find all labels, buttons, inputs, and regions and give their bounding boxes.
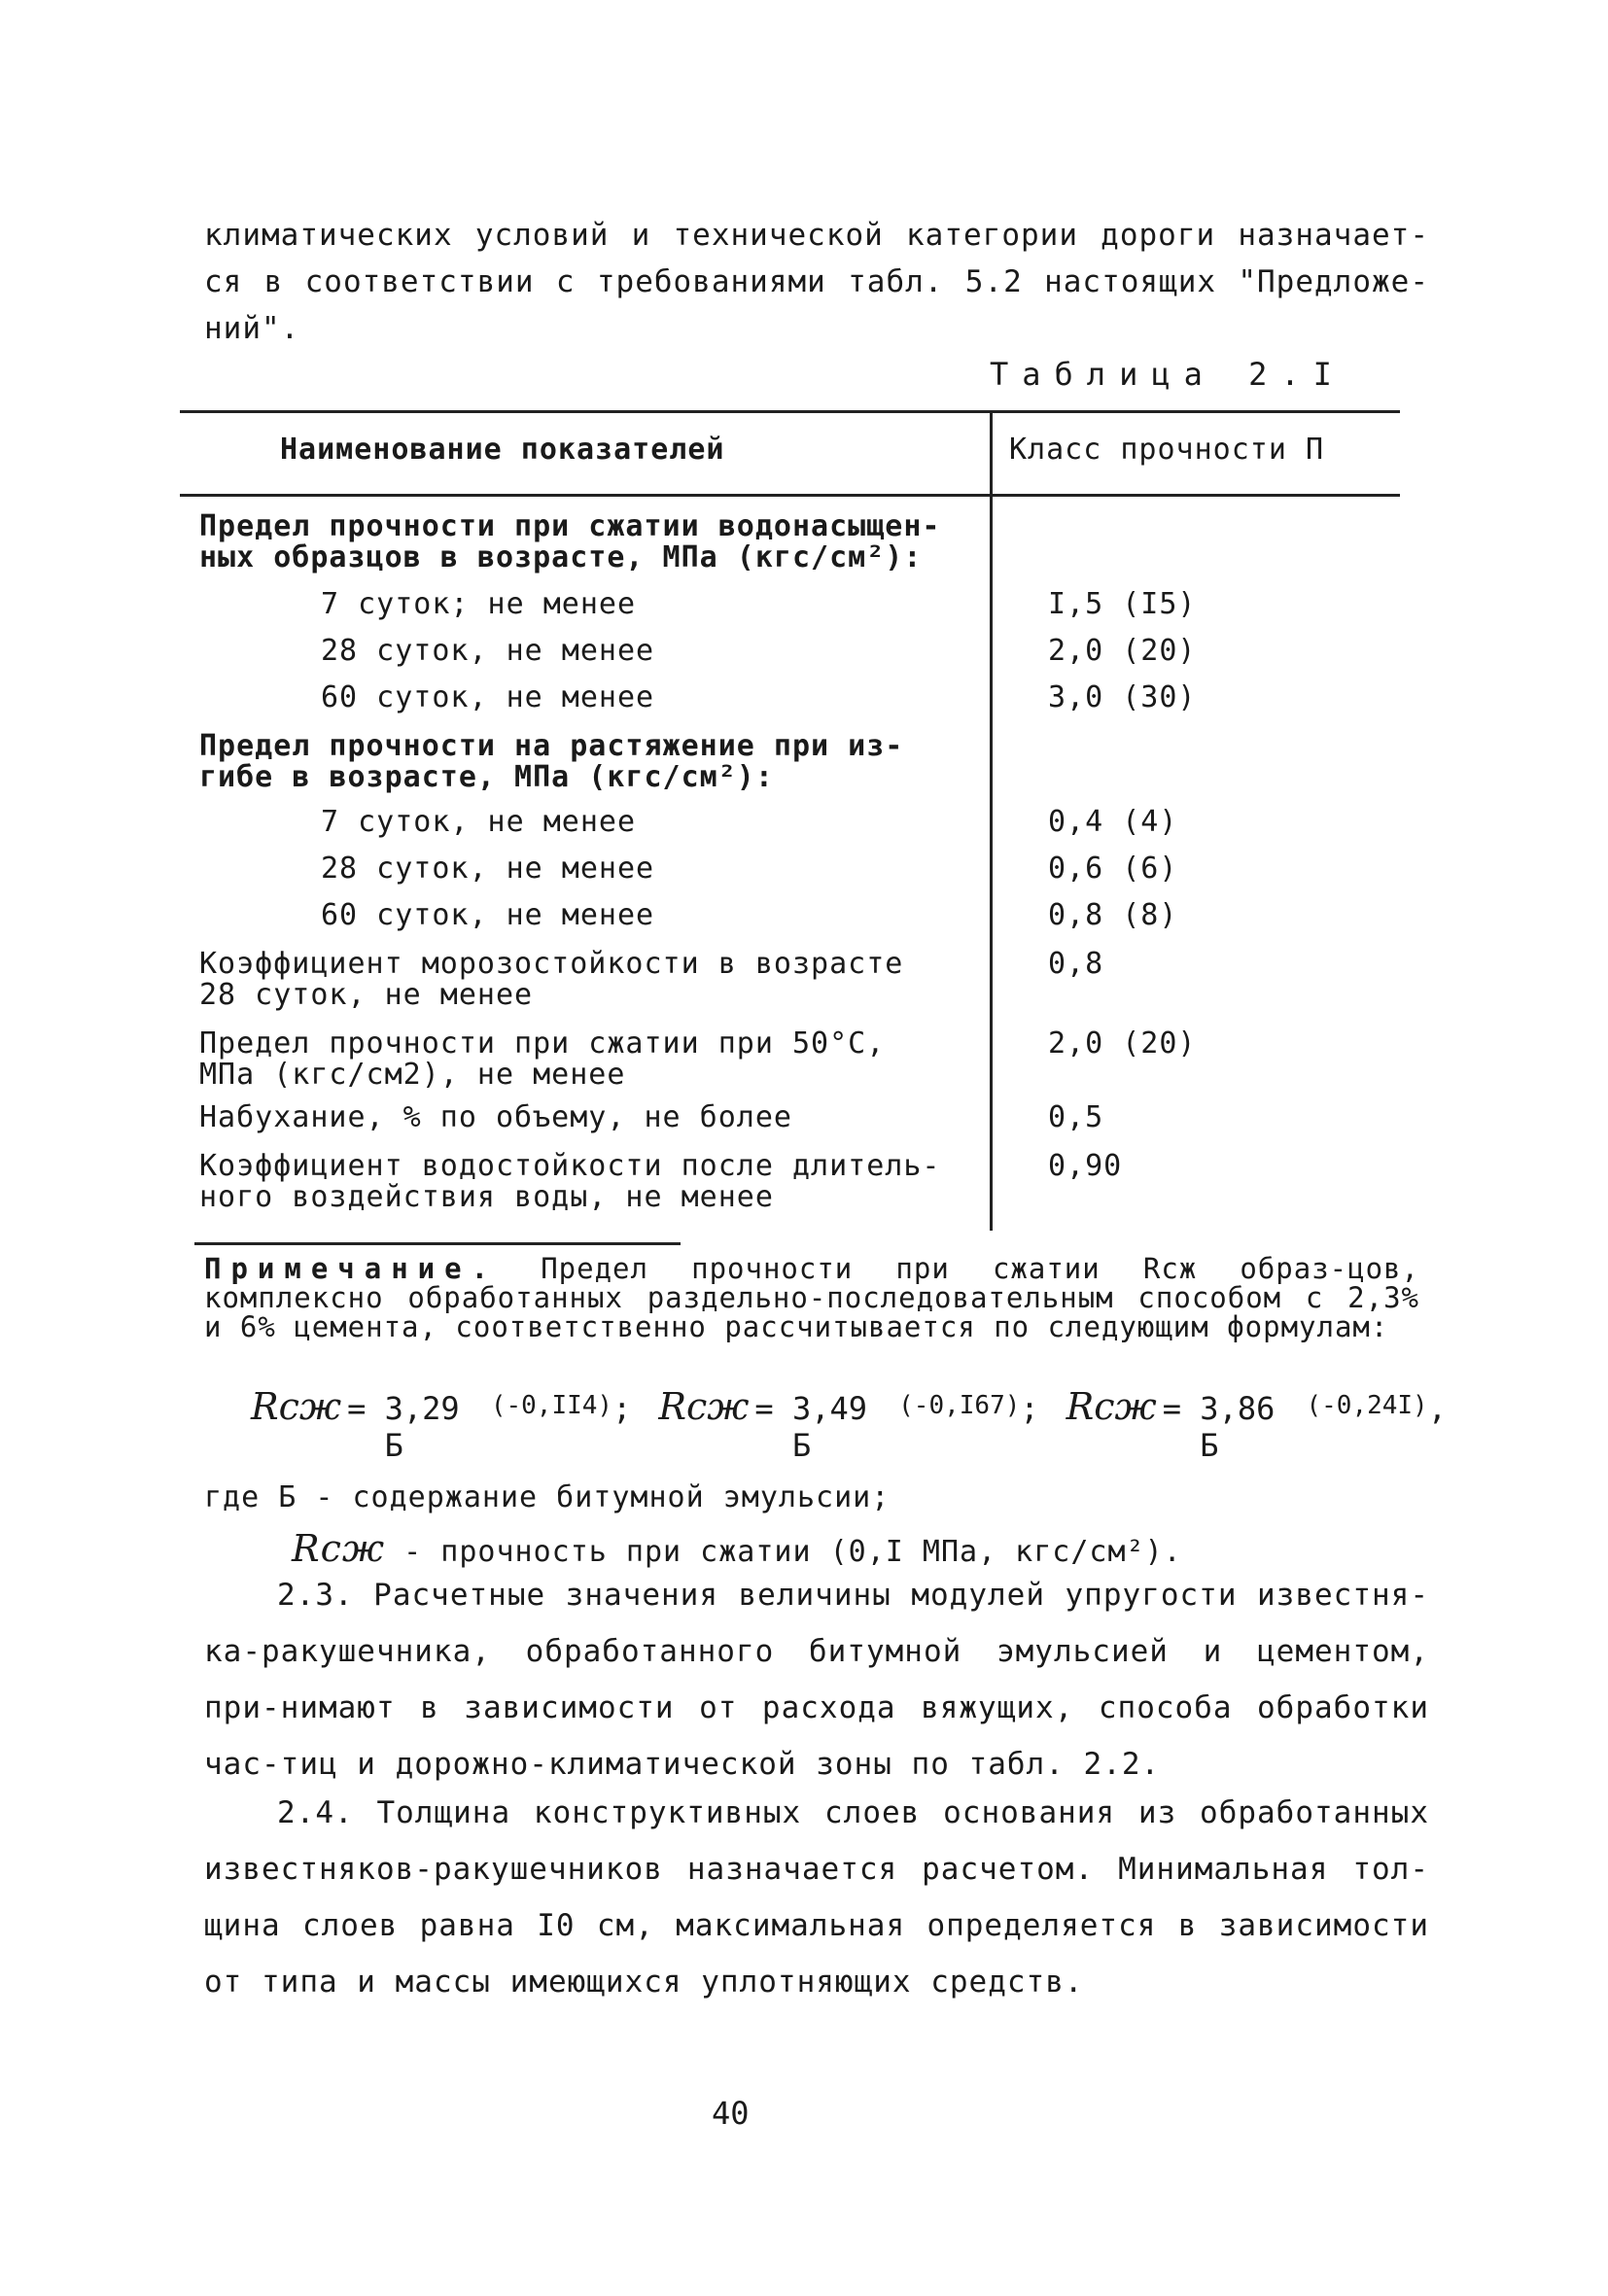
table-top-rule <box>180 410 1400 413</box>
table-bottom-rule <box>194 1242 681 1245</box>
formula-symbol: Rсж <box>658 1385 750 1428</box>
table-row-value: 0,4 (4) <box>1048 805 1178 839</box>
definition-b: где Б - содержание битумной эмульсии; <box>204 1480 891 1514</box>
table-group2-label: Предел прочности на растяжение при из- гибе в возрасте, МПа (кгс/см²): <box>199 729 904 794</box>
table-row-label: 60 суток, не менее <box>321 680 655 714</box>
table-row-value: 0,8 (8) <box>1048 898 1178 932</box>
formula-definitions <box>204 1473 1419 1578</box>
formula-1: Rсж = 3,29 Б $^{(-0,II4)}$ ; <box>251 1385 632 1464</box>
table-row-label: 60 суток, не менее <box>321 898 655 932</box>
table-note <box>204 1254 1419 1341</box>
formula-symbol: Rсж <box>1066 1385 1157 1428</box>
formula-2-base: 3,49 Б <box>791 1390 868 1464</box>
formula-symbol: Rсж <box>251 1385 342 1428</box>
table-group1-label: Предел прочности при сжатии водонасыщен- ных образцов в возрасте, МПа (кгс/см²): <box>199 509 941 574</box>
formula-2: Rсж = 3,49 Б $^{(-0,I67)}$ ; <box>658 1385 1039 1464</box>
table-row-value: 0,6 (6) <box>1048 852 1178 886</box>
table-column-divider <box>990 412 993 1231</box>
table-frost-label: Коэффициент морозостойкости в возрасте 28 суток, не менее <box>199 947 904 1012</box>
table-row-value: 2,0 (20) <box>1048 634 1197 668</box>
table-header-rule <box>180 494 1400 497</box>
table-frost-value: 0,8 <box>1048 947 1104 981</box>
formula-2-exponent: (-0,I67) <box>898 1391 1021 1420</box>
note-heading: Примечание. <box>204 1252 499 1285</box>
page-number: 40 <box>712 2095 750 2132</box>
formula-line <box>251 1385 1447 1464</box>
note-text: Предел прочности при сжатии Rсж образ-цов, комплексно обработанных раздельно-последовательным способом с 2,3% и 6% цемента, соответственно рассчитывается по следующим формулам: <box>204 1252 1419 1343</box>
table-water-label: Коэффициент водостойкости после длитель- ного воздействия воды, не менее <box>199 1149 941 1214</box>
table-caption: Таблица 2.I <box>990 356 1346 393</box>
table-header-name: Наименование показателей <box>280 433 725 467</box>
table-swell-value: 0,5 <box>1048 1100 1104 1134</box>
section-2-4: 2.4. Толщина конструктивных слоев основания из обработанных известняков-ракушечников назначается расчетом. Минимальная тол-щина слоев равна I0 см, максимальная определяется в зависимости от типа и массы имеющихся уплотняющих средств. <box>204 1795 1429 2000</box>
table-row-value: I,5 (I5) <box>1048 587 1197 621</box>
formula-3-exponent: (-0,24I) <box>1306 1391 1428 1420</box>
formula-1-base: 3,29 Б <box>384 1390 460 1464</box>
table-row-label: 7 суток, не менее <box>321 805 637 839</box>
formula-1-exponent: (-0,II4) <box>490 1391 613 1420</box>
definition-r-text: - прочность при сжатии (0,I МПа, кгс/см²). <box>403 1535 1182 1569</box>
definition-symbol: Rсж <box>292 1527 386 1570</box>
section-2-3: 2.3. Расчетные значения величины модулей упругости известня-ка-ракушечника, обработанного битумной эмульсией и цементом, при-нимают в зависимости от расхода вяжущих, способа обработки час-тиц и дорожно-климатической зоны по табл. 2.2. <box>204 1578 1429 1782</box>
table-header-class: Класс прочности П <box>1009 433 1325 467</box>
table-row-label: 28 суток, не менее <box>321 634 655 668</box>
table-row-label: 7 суток; не менее <box>321 587 637 621</box>
table-swell-label: Набухание, % по объему, не более <box>199 1100 792 1134</box>
table-water-value: 0,90 <box>1048 1149 1123 1183</box>
formula-3-base: 3,86 Б <box>1200 1390 1276 1464</box>
formula-3: Rсж = 3,86 Б $^{(-0,24I)}$ , <box>1066 1385 1447 1464</box>
intro-paragraph: климатических условий и технической категории дороги назначает-ся в соответствии с требованиями табл. 5.2 настоящих "Предложе-ний". <box>204 218 1429 346</box>
table-row-value: 3,0 (30) <box>1048 680 1197 714</box>
table-hot-value: 2,0 (20) <box>1048 1026 1197 1061</box>
table-hot-label: Предел прочности при сжатии при 50°С, МПа (кгс/см2), не менее <box>199 1026 886 1092</box>
table-row-label: 28 суток, не менее <box>321 852 655 886</box>
